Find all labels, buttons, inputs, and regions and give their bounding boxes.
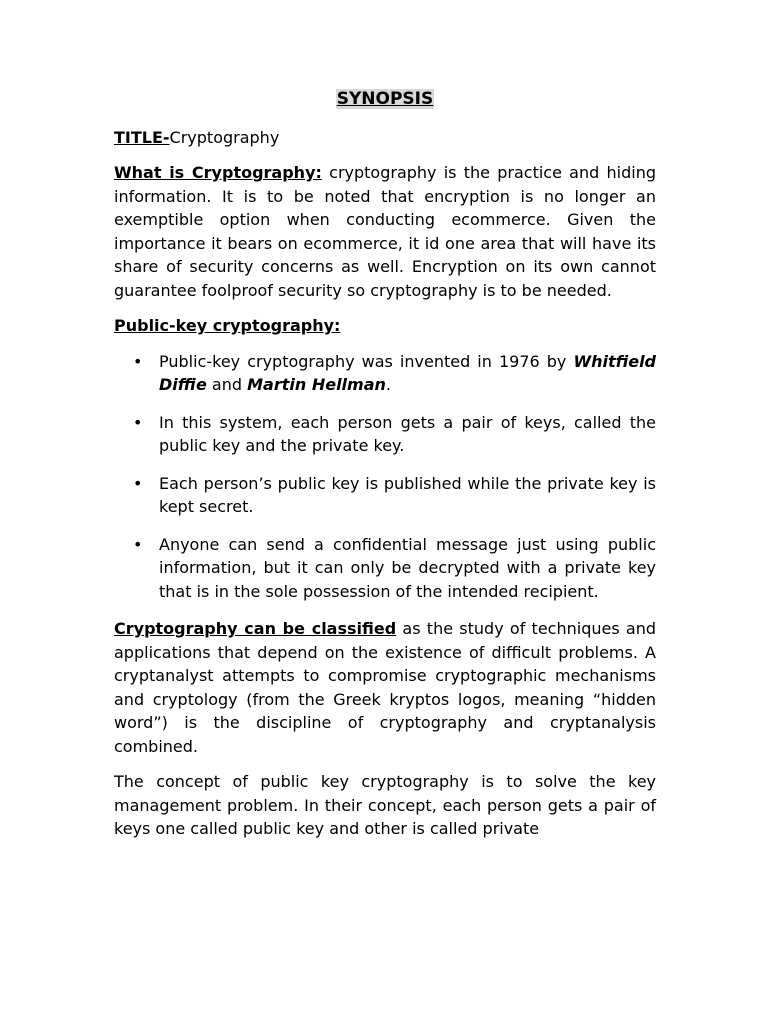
what-is-text: cryptography is the practice and hiding information. It is to be noted that encryption is no longer an exemptible option when conducting ecommerce. Given the importance it bears on ecommerce, it id one area that will have its share of security concerns as well. Encryption on its own cannot guarantee foolproof security so cryptography is to be needed. bbox=[114, 163, 656, 300]
document-heading bbox=[114, 88, 656, 112]
title-label: TITLE- bbox=[114, 127, 170, 147]
list-item bbox=[114, 533, 656, 604]
name-martin-hellman: Martin Hellman bbox=[247, 375, 386, 394]
bullet-text-1: Public-key cryptography was invented in 1976 by bbox=[159, 351, 567, 371]
list-item bbox=[114, 411, 656, 458]
list-item bbox=[114, 472, 656, 519]
title-value: Cryptography bbox=[169, 127, 280, 147]
bullet-text-4: Anyone can send a confidential message just using public information, but it can only be decrypted with a private key that is in the sole possession of the intended recipient. bbox=[159, 534, 656, 601]
public-key-bullet-list bbox=[114, 350, 656, 604]
title-line bbox=[114, 126, 656, 150]
document-page bbox=[114, 88, 656, 853]
heading-text: SYNOPSIS bbox=[336, 89, 434, 109]
bullet-period: . bbox=[385, 375, 391, 394]
public-key-heading: Public-key cryptography: bbox=[114, 316, 341, 335]
bullet-and: and bbox=[211, 375, 243, 394]
name-whitfield-diffie: Whitfield Diffie bbox=[159, 351, 657, 394]
bullet-text-3: Each person’s public key is published while the private key is kept secret. bbox=[159, 473, 656, 516]
bullet-icon: • bbox=[133, 412, 143, 432]
classified-paragraph bbox=[114, 617, 656, 758]
bullet-icon: • bbox=[133, 351, 143, 371]
public-key-heading-line bbox=[114, 314, 656, 338]
bullet-icon: • bbox=[133, 473, 143, 493]
what-is-paragraph bbox=[114, 161, 656, 302]
classified-text: as the study of techniques and applications that depend on the existence of difficult problems. A cryptanalyst attempts to compromise cryptographic mechanisms and cryptology (from the Greek kryptos logos, meaning “hidden word”) is the discipline of cryptography and cryptanalysis combined. bbox=[114, 619, 657, 756]
bullet-icon: • bbox=[133, 534, 143, 554]
bullet-text-2: In this system, each person gets a pair of keys, called the public key and the private key. bbox=[159, 412, 656, 455]
list-item bbox=[114, 350, 656, 397]
what-is-label: What is Cryptography: bbox=[114, 163, 322, 182]
concept-paragraph bbox=[114, 770, 656, 841]
concept-text: The concept of public key cryptography is to solve the key management problem. In their concept, each person gets a pair of keys one called public key and other is called private bbox=[114, 772, 656, 838]
classified-label: Cryptography can be classified bbox=[114, 619, 397, 638]
